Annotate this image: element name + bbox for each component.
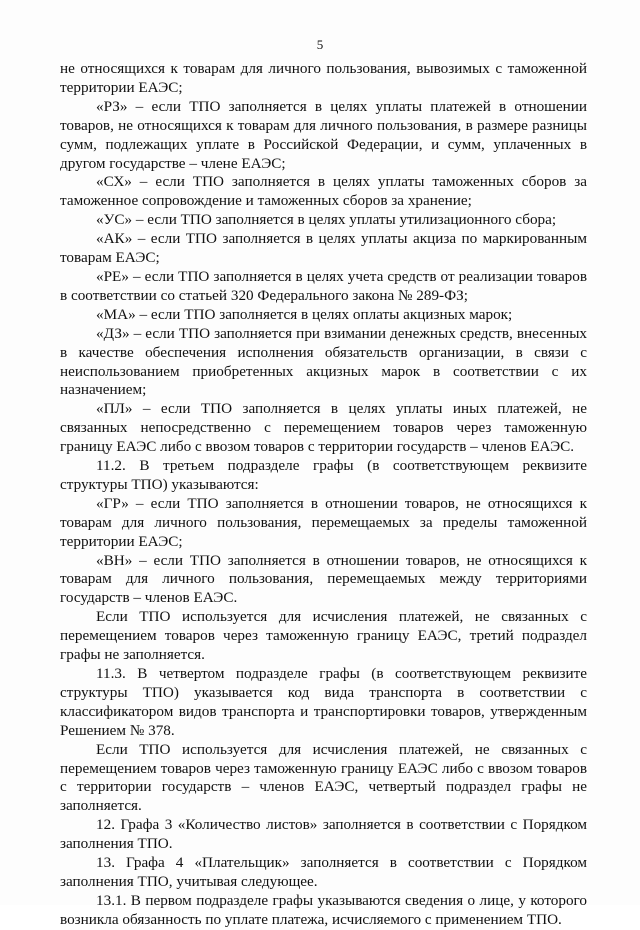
paragraph-code-us: «УС» – если ТПО заполняется в целях уплаты утилизационного сбора; bbox=[96, 211, 557, 229]
paragraph-code-vn: «ВН» – если ТПО заполняется в отношении товаров, не относящихся к товарам для личного пользования, перемещаемых между территориями государств – членов ЕАЭС. bbox=[60, 551, 587, 607]
paragraph-fourth-subsection-note: Если ТПО используется для исчисления платежей, не связанных с перемещением товаров через таможенную границу ЕАЭС либо с ввозом товаров с территории государств – членов ЕАЭС, четвертый подраздел графы не заполняется. bbox=[60, 740, 587, 815]
paragraph-11-3: 11.3. В четвертом подразделе графы (в соответствующем реквизите структуры ТПО) указывается код вида транспорта в соответствии с классификатором видов транспорта и транспортировки товаров, утвержденным Решением № 378. bbox=[60, 665, 587, 739]
paragraph-12: 12. Графа 3 «Количество листов» заполняется в соответствии с Порядком заполнения ТПО. bbox=[60, 816, 587, 853]
document-body bbox=[60, 60, 587, 930]
paragraph-code-ma: «МА» – если ТПО заполняется в целях оплаты акцизных марок; bbox=[96, 305, 513, 323]
paragraph-code-pl: «ПЛ» – если ТПО заполняется в целях уплаты иных платежей, не связанных непосредственно с перемещением товаров через таможенную границу ЕАЭС либо с ввозом товаров с территории государств – членов ЕАЭС. bbox=[60, 400, 587, 456]
paragraph-code-rz: «РЗ» – если ТПО заполняется в целях уплаты платежей в отношении товаров, не относящихся к товарам для личного пользования, в размере разницы сумм, подлежащих уплате в Российской Федерации, и сумм, уплаченных в другом государстве – члене ЕАЭС; bbox=[60, 97, 587, 172]
paragraph-code-skh: «СХ» – если ТПО заполняется в целях уплаты таможенных сборов за таможенное сопровождение и таможенных сборов за хранение; bbox=[60, 173, 587, 210]
paragraph-code-dz: «ДЗ» – если ТПО заполняется при взимании денежных средств, внесенных в качестве обеспечения исполнения обязательств организации, в связи с неиспользованием приобретенных акцизных марок в соответствии с их назначением; bbox=[60, 324, 587, 399]
page-number: 5 bbox=[316, 37, 324, 52]
paragraph-code-gr: «ГР» – если ТПО заполняется в отношении товаров, не относящихся к товарам для личного пользования, перемещаемых за пределы таможенной территории ЕАЭС; bbox=[60, 494, 587, 550]
paragraph-third-subsection-note: Если ТПО используется для исчисления платежей, не связанных с перемещением товаров через таможенную границу ЕАЭС, третий подраздел графы не заполняется. bbox=[60, 608, 587, 664]
paragraph-code-ak: «АК» – если ТПО заполняется в целях уплаты акциза по маркированным товарам ЕАЭС; bbox=[60, 230, 587, 267]
paragraph-continuation: не относящихся к товарам для личного пользования, вывозимых с таможенной территории ЕАЭС; bbox=[60, 60, 587, 96]
paragraph-13-1: 13.1. В первом подразделе графы указываются сведения о лице, у которого возникла обязанность по уплате платежа, исчисляемого с применением ТПО. bbox=[60, 891, 587, 928]
paragraph-code-re: «РЕ» – если ТПО заполняется в целях учета средств от реализации товаров в соответствии со статьей 320 Федерального закона № 289-ФЗ; bbox=[60, 267, 587, 304]
paragraph-11-2: 11.2. В третьем подразделе графы (в соответствующем реквизите структуры ТПО) указываются: bbox=[60, 457, 587, 493]
paragraph-13: 13. Графа 4 «Плательщик» заполняется в соответствии с Порядком заполнения ТПО, учитывая следующее. bbox=[60, 854, 587, 890]
